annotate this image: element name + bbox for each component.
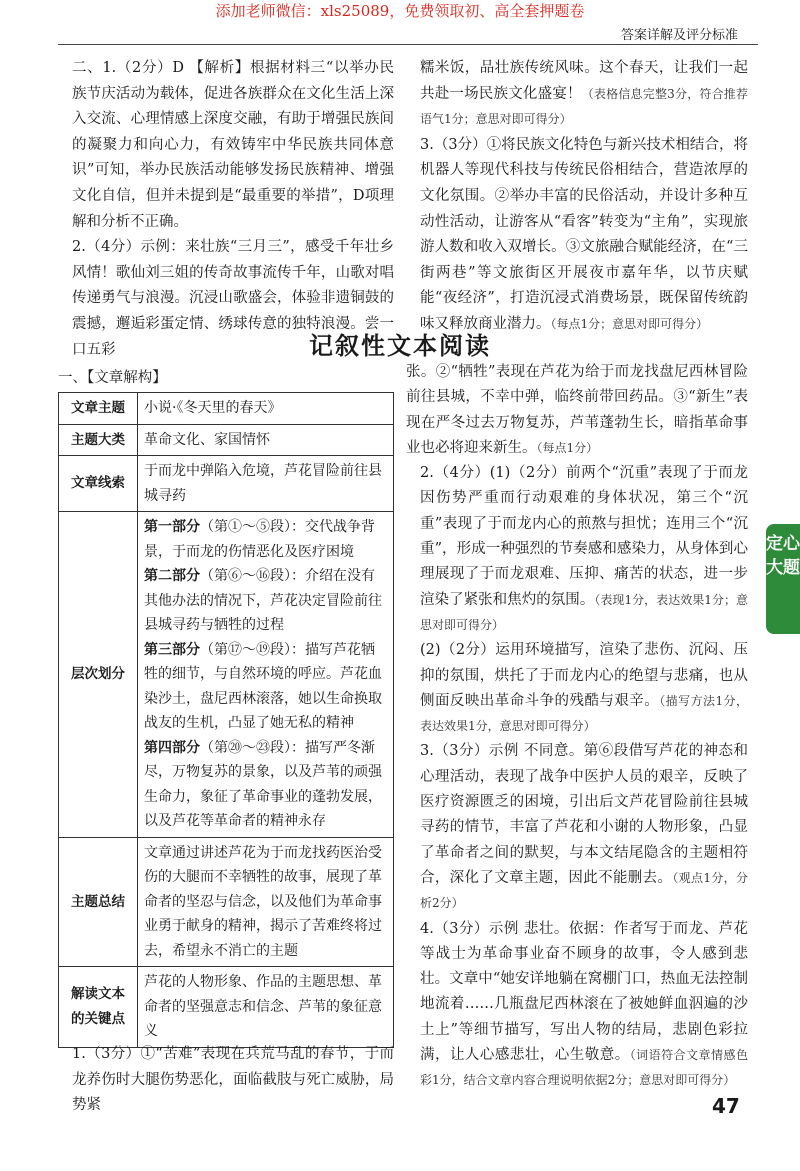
row-value: 于而龙中弹陷入危境，芦花冒险前往县城寻药 (138, 456, 394, 512)
scoring-note: （描写方法1分，表达效果1分，意思对即可得分） (420, 693, 749, 734)
row-key: 主题总结 (59, 837, 138, 967)
answer-2-2: (2)（2分）运用环境描写，渲染了悲伤、沉闷、压抑的氛围，烘托了于而龙内心的绝望与悲痛，也从侧面反映出革命斗争的残酷与艰辛。 (420, 642, 748, 709)
top-right-column (406, 56, 748, 338)
answer-2-3: 3.（3分）①将民族文化特色与新兴技术相结合，将机器人等现代科技与传统民俗相结合，营造浓厚的文化氛围。②举办丰富的民俗活动，并设计多种互动性活动，让游客从“看客”转变为“主角”，实现旅游人数和收入双增长。③文旅融合赋能经济，在“三街两巷”等文旅街区开展夜市嘉年华，以节庆赋能“夜经济”，打造沉浸式消费场景，既保留传统韵味又释放商业潜力。 (420, 136, 748, 332)
table-row (59, 512, 394, 838)
row-key: 解读文本的关键点 (59, 967, 138, 1048)
scoring-note: （表格信息完整3分，符合推荐语气1分；意思对即可得分） (420, 86, 749, 127)
header-rule (58, 44, 758, 45)
scoring-note: （每点1分；意思对即可得分） (550, 316, 709, 331)
table-row (59, 393, 394, 425)
right-column (406, 360, 748, 1094)
section-title: 记叙性文本阅读 (309, 332, 491, 360)
layer-part: 第三部分（第⑰～⑲段）：描写芦花牺牲的细节，与自然环境的呼应。芦花血染沙土，盘尼西林滚落，她以生命换取战友的生机，凸显了她无私的精神 (144, 641, 382, 731)
row-key: 层次划分 (59, 512, 138, 838)
bottom-left-column (58, 1042, 394, 1119)
row-value: 文章通过讲述芦花为于而龙找药医治受伤的大腿而不幸牺牲的故事，展现了革命者的坚忍与信念，以及他们为革命事业勇于献身的精神，揭示了苦难终将过去，希望永不消亡的主题 (138, 837, 394, 967)
answer-2-1: 二、1.（2分）D 【解析】根据材料三“以举办民族节庆活动为载体，促进各族群众在文化生活上深入交流、心理情感上深度交融，有助于增强民族间的凝聚力和向心力，有效铸牢中华民族共同体意识”可知，举办民族活动能够发扬民族精神、增强文化自信，但并未提到是“最重要的举措”，D项理解和分析不正确。 (72, 60, 394, 230)
table-row (59, 456, 394, 512)
row-value (138, 512, 394, 838)
promo-banner: 添加老师微信：xls25089，免费领取初、高全套押题卷 (215, 2, 585, 20)
row-value: 芦花的人物形象、作品的主题思想、革命者的坚强意志和信念、芦苇的象征意义 (138, 967, 394, 1048)
answer-2-1: 2.（4分）(1)（2分）前两个“沉重”表现了于而龙因伤势严重而行动艰难的身体状况，第三个“沉重”表现了于而龙内心的煎熬与担忧；连用三个“沉重”，形成一种强烈的节奏感和感染力，从身体到心理展现了于而龙艰难、压抑、痛苦的状态，进一步渲染了紧张和焦灼的氛围。 (420, 465, 748, 608)
analysis-table (58, 392, 394, 1048)
scoring-note: （表现1分，表达效果1分；意思对即可得分） (420, 592, 749, 632)
layer-part: 第二部分（第⑥～⑯段）：介绍在没有其他办法的情况下，芦花决定冒险前往县城寻药与牺牲的过程 (144, 568, 382, 633)
chapter-side-tab: 定心大题 (766, 524, 800, 634)
answer-3: 3.（3分）示例 不同意。第⑥段借写芦花的神态和心理活动，表现了战争中医护人员的艰辛，反映了医疗资源匮乏的困境，引出后文芦花冒险前往县城寻药的情节，丰富了芦花和小谢的人物形象，凸显了革命者之间的默契，与本文结尾隐含的主题相符合，深化了文章主题，因此不能删去。 (420, 743, 748, 886)
answer-1: 1.（3分）①“苦难”表现在兵荒马乱的春节，于而龙养伤时大腿伤势恶化，面临截肢与死亡威胁，局势紧 (72, 1046, 394, 1114)
table-row (59, 424, 394, 456)
answer-1-continued: 张。②“牺牲”表现在芦花为给于而龙找盘尼西林冒险前往县城，不幸中弹，临终前带回药品。③“新生”表现在严冬过去万物复苏，芦苇蓬勃生长，暗指革命事业也必将迎来新生。 (406, 364, 748, 456)
answer-2-2-continued: 糯米饭，品壮族传统风味。这个春天，让我们一起共赴一场民族文化盛宴！ (420, 60, 748, 102)
section-heading: 一、【文章解构】 (58, 370, 167, 386)
page-number: 47 (712, 1094, 740, 1118)
scoring-note: （观点1分，分析2分） (420, 870, 748, 911)
layer-part: 第一部分（第①～⑤段）：交代战争背景，于而龙的伤情恶化及医疗困境 (144, 519, 375, 560)
row-key: 文章线索 (59, 456, 138, 512)
top-left-column (58, 56, 394, 363)
row-value: 革命文化、家国情怀 (138, 424, 394, 456)
layer-part: 第四部分（第⑳～㉓段）：描写严冬渐尽，万物复苏的景象，以及芦苇的顽强生命力，象征了革命事业的蓬勃发展，以及芦花等革命者的精神永存 (144, 739, 382, 829)
scoring-note: （每点1分） (536, 440, 599, 455)
row-key: 主题大类 (59, 424, 138, 456)
answer-4: 4.（3分）示例 悲壮。依据：作者写于而龙、芦花等战士为革命事业奋不顾身的故事，令人感到悲壮。文章中“她安详地躺在窝棚门口，热血无法控制地流着……几瓶盘尼西林滚在了被她鲜血泅遍的沙土上”等细节描写，写出人物的结局，悲剧色彩拉满，让人心感悲壮，心生敬意。 (420, 920, 748, 1064)
table-row (59, 837, 394, 967)
table-row (59, 967, 394, 1048)
running-head: 答案详解及评分标准 (620, 28, 738, 43)
answer-2-2: 2.（4分）示例：来壮族“三月三”，感受千年壮乡风情！歌仙刘三姐的传奇故事流传千年，山歌对唱传递勇气与浪漫。沉浸山歌盛会，体验非遗铜鼓的震撼，邂逅彩蛋定情、绣球传意的独特浪漫。尝一口五彩 (72, 239, 394, 358)
scoring-note: （词语符合文章情感色彩1分，结合文章内容合理说明依据2分；意思对即可得分） (420, 1048, 748, 1088)
row-key: 文章主题 (59, 393, 138, 425)
row-value: 小说·《冬天里的春天》 (138, 393, 394, 425)
